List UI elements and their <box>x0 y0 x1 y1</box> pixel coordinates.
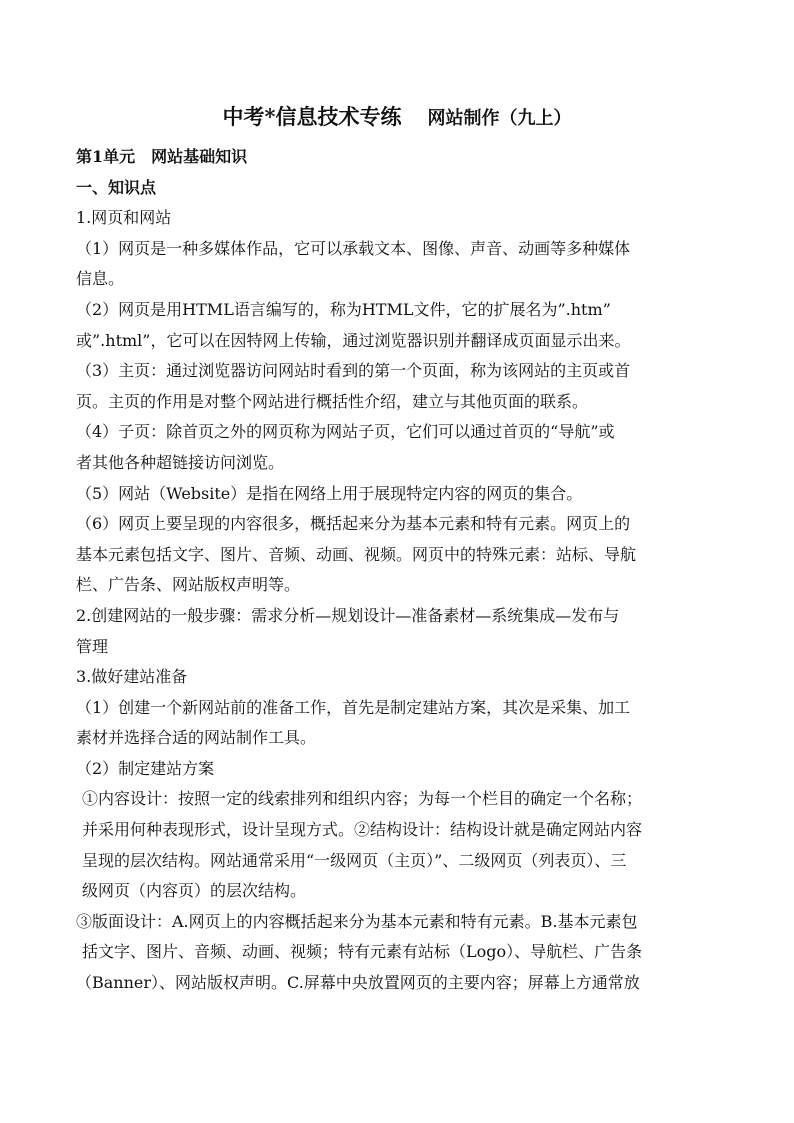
text-line: 基本元素包括文字、图片、音频、动画、视频。网页中的特殊元素：站标、导航 <box>76 544 637 564</box>
text-line: （2）制定建站方案 <box>76 758 215 778</box>
unit-heading: 第1单元 网站基础知识 <box>76 147 248 166</box>
page-title <box>0 102 794 134</box>
section-heading: 一、知识点 <box>76 177 157 197</box>
text-line: （6）网页上要呈现的内容很多，概括起来分为基本元素和特有元素。网页上的 <box>76 514 631 534</box>
text-line: 信息。 <box>76 269 125 289</box>
text-line: 页。主页的作用是对整个网站进行概括性介绍，建立与其他页面的联系。 <box>76 391 589 411</box>
title-main: 中考*信息技术专练 <box>222 104 402 129</box>
text-line: 者其他各种超链接访问浏览。 <box>76 452 285 472</box>
text-line: （1）网页是一种多媒体作品，它可以承载文本、图像、声音、动画等多种媒体 <box>76 238 631 258</box>
text-line: （4）子页：除首页之外的网页称为网站子页，它们可以通过首页的“导航”或 <box>76 422 615 442</box>
text-line: （2）网页是用HTML语言编写的，称为HTML文件，它的扩展名为”.htm” <box>76 299 611 319</box>
text-line: 或”.html”，它可以在因特网上传输，通过浏览器识别并翻译成页面显示出来。 <box>76 330 631 350</box>
document-body <box>76 142 722 999</box>
text-line: 3.做好建站准备 <box>76 667 188 687</box>
text-line: 管理 <box>76 636 109 656</box>
text-line: 呈现的层次结构。网站通常采用“一级网页（主页）”、二级网页（列表页）、三 <box>82 850 627 870</box>
text-line: （5）网站（Website）是指在网络上用于展现特定内容的网页的集合。 <box>76 483 583 503</box>
text-line: （3）主页：通过浏览器访问网站时看到的第一个页面，称为该网站的主页或首 <box>76 361 631 381</box>
text-line: 栏、广告条、网站版权声明等。 <box>76 575 301 595</box>
title-sub: 网站制作（九上） <box>427 108 572 129</box>
text-line: 括文字、图片、音频、动画、视频；特有元素有站标（Logo）、导航栏、广告条 <box>82 942 643 962</box>
text-line: ①内容设计：按照一定的线索排列和组织内容；为每一个栏目的确定一个名称； <box>82 789 643 809</box>
text-line: 级网页（内容页）的层次结构。 <box>82 881 307 901</box>
text-line: （1）创建一个新网站前的准备工作，首先是制定建站方案，其次是采集、加工 <box>76 697 631 717</box>
text-line: 素材并选择合适的网站制作工具。 <box>76 728 317 748</box>
text-line: 1.网页和网站 <box>76 208 172 228</box>
text-line: 2.创建网站的一般步骤：需求分析—规划设计—准备素材—系统集成—发布与 <box>76 605 620 625</box>
text-line: （Banner）、网站版权声明。C.屏幕中央放置网页的主要内容；屏幕上方通常放 <box>76 973 640 993</box>
text-line: ③版面设计：A.网页上的内容概括起来分为基本元素和特有元素。B.基本元素包 <box>76 911 638 931</box>
text-line: 并采用何种表现形式，设计呈现方式。②结构设计：结构设计就是确定网站内容 <box>82 820 643 840</box>
